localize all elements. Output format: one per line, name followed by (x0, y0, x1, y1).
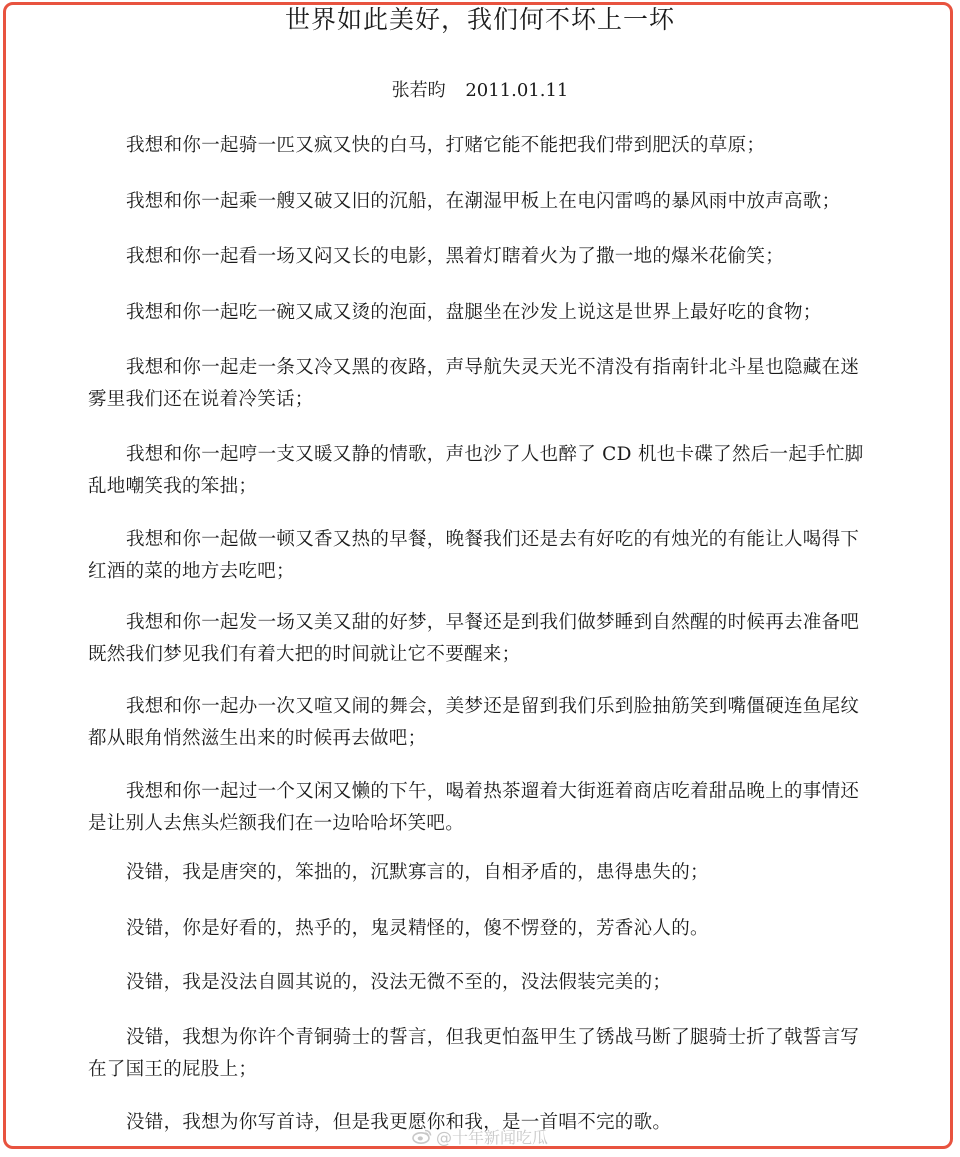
paragraph-8: 我想和你一起发一场又美又甜的好梦，早餐还是到我们做梦睡到自然醒的时候再去准备吧既然我们梦见我们有着大把的时间就让它不要醒来； (88, 612, 860, 665)
paragraph-1: 我想和你一起骑一匹又疯又快的白马，打赌它能不能把我们带到肥沃的草原； (126, 135, 766, 156)
weibo-icon (412, 1128, 432, 1144)
document-title: 世界如此美好，我们何不坏上一坏 (284, 5, 675, 34)
paragraph-6: 我想和你一起哼一支又暖又静的情歌，声也沙了人也醉了 CD 机也卡碟了然后一起手忙脚乱地嘲笑我的笨拙； (88, 444, 864, 497)
watermark-text: @十年新闻吃瓜 (436, 1127, 549, 1147)
paragraph-10: 我想和你一起过一个又闲又懒的下午，喝着热茶遛着大街逛着商店吃着甜品晚上的事情还是让别人去焦头烂额我们在一边哈哈坏笑吧。 (88, 781, 860, 834)
paragraph-7: 我想和你一起做一顿又香又热的早餐，晚餐我们还是去有好吃的有烛光的有能让人喝得下红酒的菜的地方去吃吧； (88, 529, 860, 582)
paragraph-12: 没错，你是好看的，热乎的，鬼灵精怪的，傻不愣登的，芳香沁人的。 (126, 918, 709, 939)
byline (0, 78, 960, 104)
paragraph-2: 我想和你一起乘一艘又破又旧的沉船，在潮湿甲板上在电闪雷鸣的暴风雨中放声高歌； (126, 191, 841, 212)
author-name: 张若昀 (391, 80, 446, 101)
paragraph-13: 没错，我是没法自圆其说的，没法无微不至的，没法假装完美的； (126, 972, 672, 993)
paragraph-15: 没错，我想为你写首诗，但是我更愿你和我，是一首唱不完的歌。 (126, 1112, 672, 1133)
paragraph-11: 没错，我是唐突的，笨拙的，沉默寡言的，自相矛盾的，患得患失的； (126, 862, 709, 883)
paragraph-4: 我想和你一起吃一碗又咸又烫的泡面，盘腿坐在沙发上说这是世界上最好吃的食物； (126, 302, 822, 323)
publish-date: 2011.01.11 (465, 80, 569, 101)
paragraph-3: 我想和你一起看一场又闷又长的电影，黑着灯瞎着火为了撒一地的爆米花偷笑； (126, 246, 785, 267)
paragraph-5: 我想和你一起走一条又冷又黑的夜路，声导航失灵天光不清没有指南针北斗星也隐藏在迷雾里我们还在说着冷笑话； (88, 357, 860, 410)
watermark (412, 1124, 548, 1148)
paragraph-9: 我想和你一起办一次又喧又闹的舞会，美梦还是留到我们乐到脸抽筋笑到嘴僵硬连鱼尾纹都从眼角悄然滋生出来的时候再去做吧； (88, 696, 860, 749)
paragraph-14: 没错，我想为你许个青铜骑士的誓言，但我更怕盔甲生了锈战马断了腿骑士折了戟誓言写在了国王的屁股上； (88, 1027, 860, 1080)
